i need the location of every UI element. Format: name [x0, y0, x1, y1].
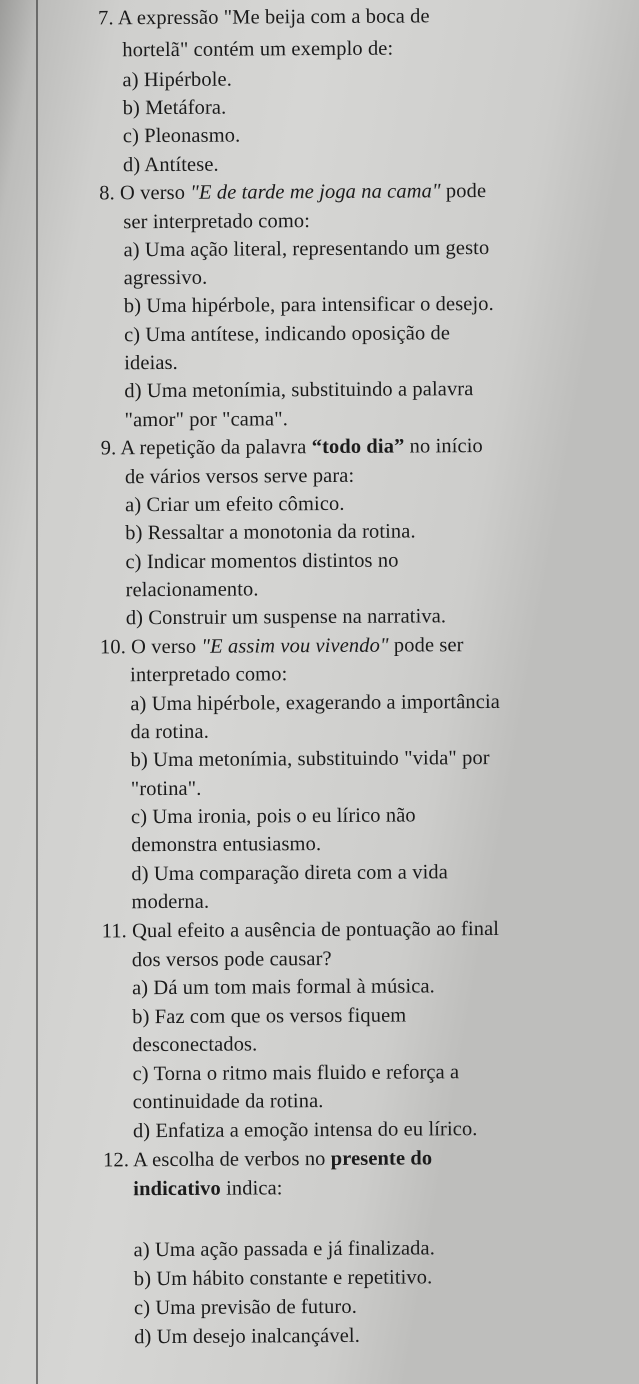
question-12-stem-bold: presente do [330, 1147, 433, 1171]
question-10-stem-2: interpretado como: [130, 663, 288, 687]
question-12-option-a[interactable]: a) Uma ação passada e já finalizada. [133, 1237, 435, 1262]
question-10-option-d-2[interactable]: moderna. [131, 890, 210, 914]
question-11-stem-2: dos versos pode causar? [131, 947, 332, 972]
question-9-option-d[interactable]: d) Construir um suspense na narrativa. [125, 605, 447, 630]
question-7-option-a[interactable]: a) Hipérbole. [122, 68, 233, 92]
question-12-line-2 [133, 1175, 282, 1202]
question-8-stem-post: pode [440, 180, 487, 203]
question-12-stem-line2-post: indica: [220, 1177, 283, 1200]
question-8-stem-pre: O verso [119, 181, 191, 205]
question-10-option-c-1[interactable]: c) Uma ironia, pois o eu lírico não [130, 804, 416, 829]
question-10-option-b-2[interactable]: "rotina". [130, 777, 202, 801]
question-10-option-d-1[interactable]: d) Uma comparação direta com a vida [131, 861, 448, 886]
question-8-option-c-1[interactable]: c) Uma antítese, indicando oposição de [123, 322, 451, 347]
question-8-option-a-2[interactable]: agressivo. [123, 266, 208, 290]
question-8-stem-quote: "E de tarde me joga na cama" [190, 180, 441, 204]
question-10-option-b-1[interactable]: b) Uma metonímia, substituindo "vida" por [130, 747, 490, 772]
question-7-stem-2: hortelã" contém um exemplo de: [122, 37, 394, 62]
question-10-number: 10. [99, 636, 126, 659]
question-9-stem-bold: “todo dia” [311, 435, 405, 459]
question-8-option-d-2[interactable]: "amor" por "cama". [124, 408, 288, 432]
question-10-option-a-2[interactable]: da rotina. [130, 720, 209, 744]
question-10-option-c-2[interactable]: demonstra entusiasmo. [131, 833, 322, 857]
question-11-option-b-2[interactable]: desconectados. [132, 1033, 258, 1057]
question-7-number: 7. [98, 7, 114, 30]
question-10-stem-quote: "E assim vou vivendo" [201, 634, 389, 658]
question-7-stem-1: A expressão "Me beija com a boca de [117, 5, 430, 30]
question-10-option-a-1[interactable]: a) Uma hipérbole, exagerando a importância [130, 690, 500, 716]
question-12-option-b[interactable]: b) Um hábito constante e repetitivo. [133, 1266, 433, 1291]
question-8-number: 8. [99, 182, 115, 205]
question-10-stem-post: pode ser [388, 634, 464, 657]
question-8-option-c-2[interactable]: ideias. [124, 351, 178, 375]
question-9-option-c-1[interactable]: c) Indicar momentos distintos no [125, 549, 399, 574]
question-8-option-d-1[interactable]: d) Uma metonímia, substituindo a palavra [124, 378, 474, 403]
question-7-option-c[interactable]: c) Pleonasmo. [122, 124, 241, 148]
question-8-stem-2: ser interpretado como: [123, 210, 311, 234]
question-11-number: 11. [101, 920, 127, 943]
question-9-number: 9. [100, 437, 117, 460]
question-9-stem-2: de vários versos serve para: [124, 464, 355, 489]
question-11-stem-1: Qual efeito a ausência de pontuação ao final [132, 917, 500, 943]
question-7-line-1 [98, 3, 430, 31]
question-11-option-c-1[interactable]: c) Torna o ritmo mais fluido e reforça a [132, 1061, 460, 1086]
question-12-line-1 [103, 1145, 432, 1173]
question-7-option-d[interactable]: d) Antítese. [122, 153, 219, 177]
question-11-option-d[interactable]: d) Enfatiza a emoção intensa do eu lírico. [132, 1118, 478, 1143]
question-10-stem-pre: O verso [131, 635, 202, 659]
question-8-option-a-1[interactable]: a) Uma ação literal, representando um gesto [123, 237, 490, 262]
question-9-option-b[interactable]: b) Ressaltar a monotonia da rotina. [125, 520, 416, 545]
question-8-option-b[interactable]: b) Uma hipérbole, para intensificar o desejo. [123, 292, 494, 318]
question-11-line-1 [102, 916, 500, 944]
question-7-option-b[interactable]: b) Metáfora. [122, 96, 227, 120]
question-9-option-a[interactable]: a) Criar um efeito cômico. [125, 492, 345, 517]
question-12-option-c[interactable]: c) Uma previsão de futuro. [133, 1295, 357, 1320]
question-11-option-b-1[interactable]: b) Faz com que os versos fiquem [132, 1004, 407, 1029]
question-11-option-c-2[interactable]: continuidade da rotina. [132, 1090, 324, 1114]
question-7-line-2 [122, 36, 393, 64]
question-12-number: 12. [103, 1149, 130, 1172]
question-12-stem-line2-bold: indicativo [133, 1177, 221, 1201]
question-9-stem-pre: A repetição da palavra [120, 436, 312, 460]
question-11-option-a[interactable]: a) Dá um tom mais formal à música. [131, 975, 435, 1000]
question-9-stem-post: no início [404, 435, 483, 458]
question-12-option-d[interactable]: d) Um desejo inalcançável. [134, 1324, 360, 1349]
question-9-option-c-2[interactable]: relacionamento. [125, 578, 259, 602]
question-8-line-1 [99, 178, 486, 206]
question-10-line-1 [100, 632, 464, 660]
question-12-stem-pre: A escolha de verbos no [133, 1148, 331, 1172]
question-9-line-1 [101, 433, 483, 461]
